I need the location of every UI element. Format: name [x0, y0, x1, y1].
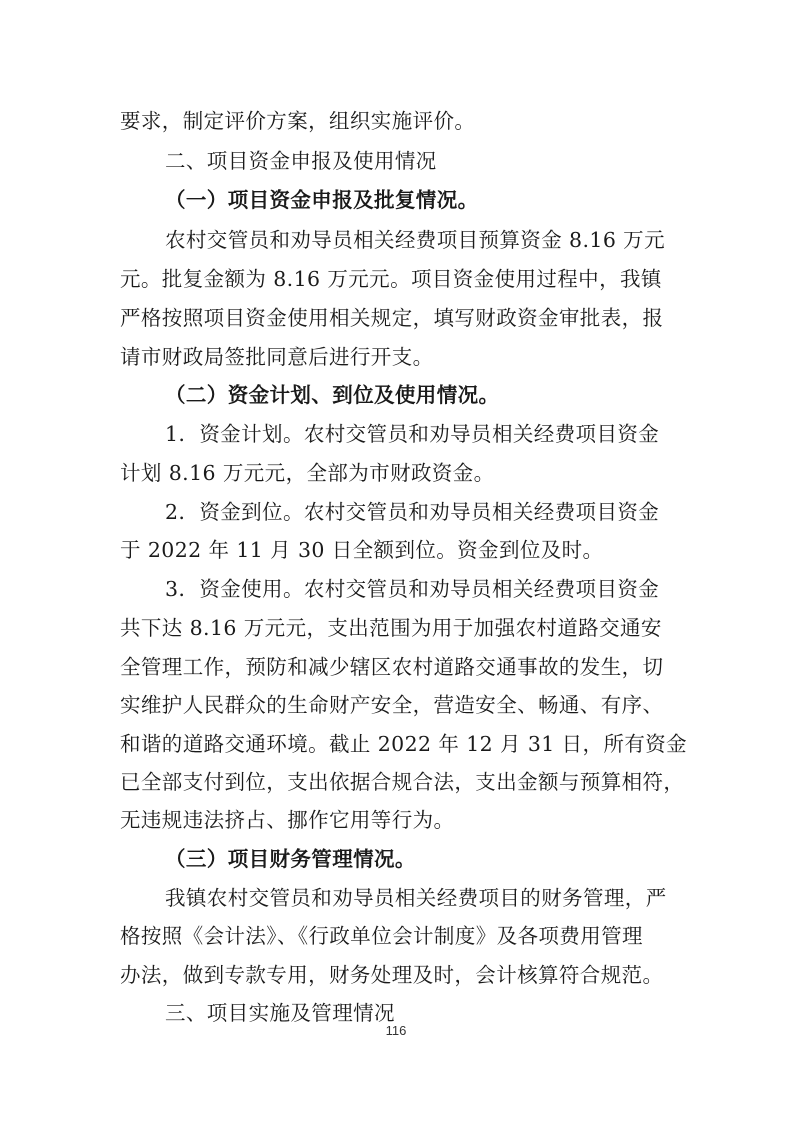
paragraph-line: 实维护人民群众的生命财产安全，营造安全、畅通、有序、: [120, 693, 664, 717]
paragraph-line: 我镇农村交管员和劝导员相关经费项目的财务管理，严: [165, 886, 667, 910]
paragraph-line: 办法，做到专款专用，财务处理及时，会计核算符合规范。: [120, 963, 664, 987]
paragraph-line: 1．资金计划。农村交管员和劝导员相关经费项目资金: [165, 422, 660, 446]
paragraph-line: 请市财政局签批同意后进行开支。: [120, 345, 434, 369]
paragraph-line: 已全部支付到位，支出依据合规合法，支出金额与预算相符，: [120, 770, 685, 794]
subsection-heading: （三）项目财务管理情况。: [165, 847, 416, 871]
paragraph-line: 格按照《会计法》、《行政单位会计制度》及各项费用管理: [120, 924, 643, 948]
paragraph-line: 3．资金使用。农村交管员和劝导员相关经费项目资金: [165, 577, 660, 601]
paragraph-line: 和谐的道路交通环境。截止 2022 年 12 月 31 日，所有资金: [120, 732, 688, 756]
paragraph-line: 要求，制定评价方案，组织实施评价。: [120, 109, 476, 133]
paragraph-line: 计划 8.16 万元元，全部为市财政资金。: [120, 461, 495, 485]
paragraph-line: 2．资金到位。农村交管员和劝导员相关经费项目资金: [165, 500, 660, 524]
paragraph-line: 严格按照项目资金使用相关规定，填写财政资金审批表，报: [120, 306, 664, 330]
paragraph-line: 无违规违法挤占、挪作它用等行为。: [120, 808, 455, 832]
section-heading: 三、项目实施及管理情况: [165, 1001, 395, 1025]
section-heading: 二、项目资金申报及使用情况: [165, 149, 437, 173]
paragraph-line: 共下达 8.16 万元元，支出范围为用于加强农村道路交通安: [120, 616, 662, 640]
paragraph-line: 农村交管员和劝导员相关经费项目预算资金 8.16 万元: [165, 228, 665, 252]
paragraph-line: 于 2022 年 11 月 30 日全额到位。资金到位及时。: [120, 538, 604, 562]
subsection-heading: （二）资金计划、到位及使用情况。: [165, 383, 500, 407]
subsection-heading: （一）项目资金申报及批复情况。: [165, 188, 479, 212]
paragraph-line: 元。批复金额为 8.16 万元元。项目资金使用过程中，我镇: [120, 267, 662, 291]
paragraph-line: 全管理工作，预防和减少辖区农村道路交通事故的发生，切: [120, 655, 664, 679]
page-number: 116: [385, 1023, 407, 1038]
